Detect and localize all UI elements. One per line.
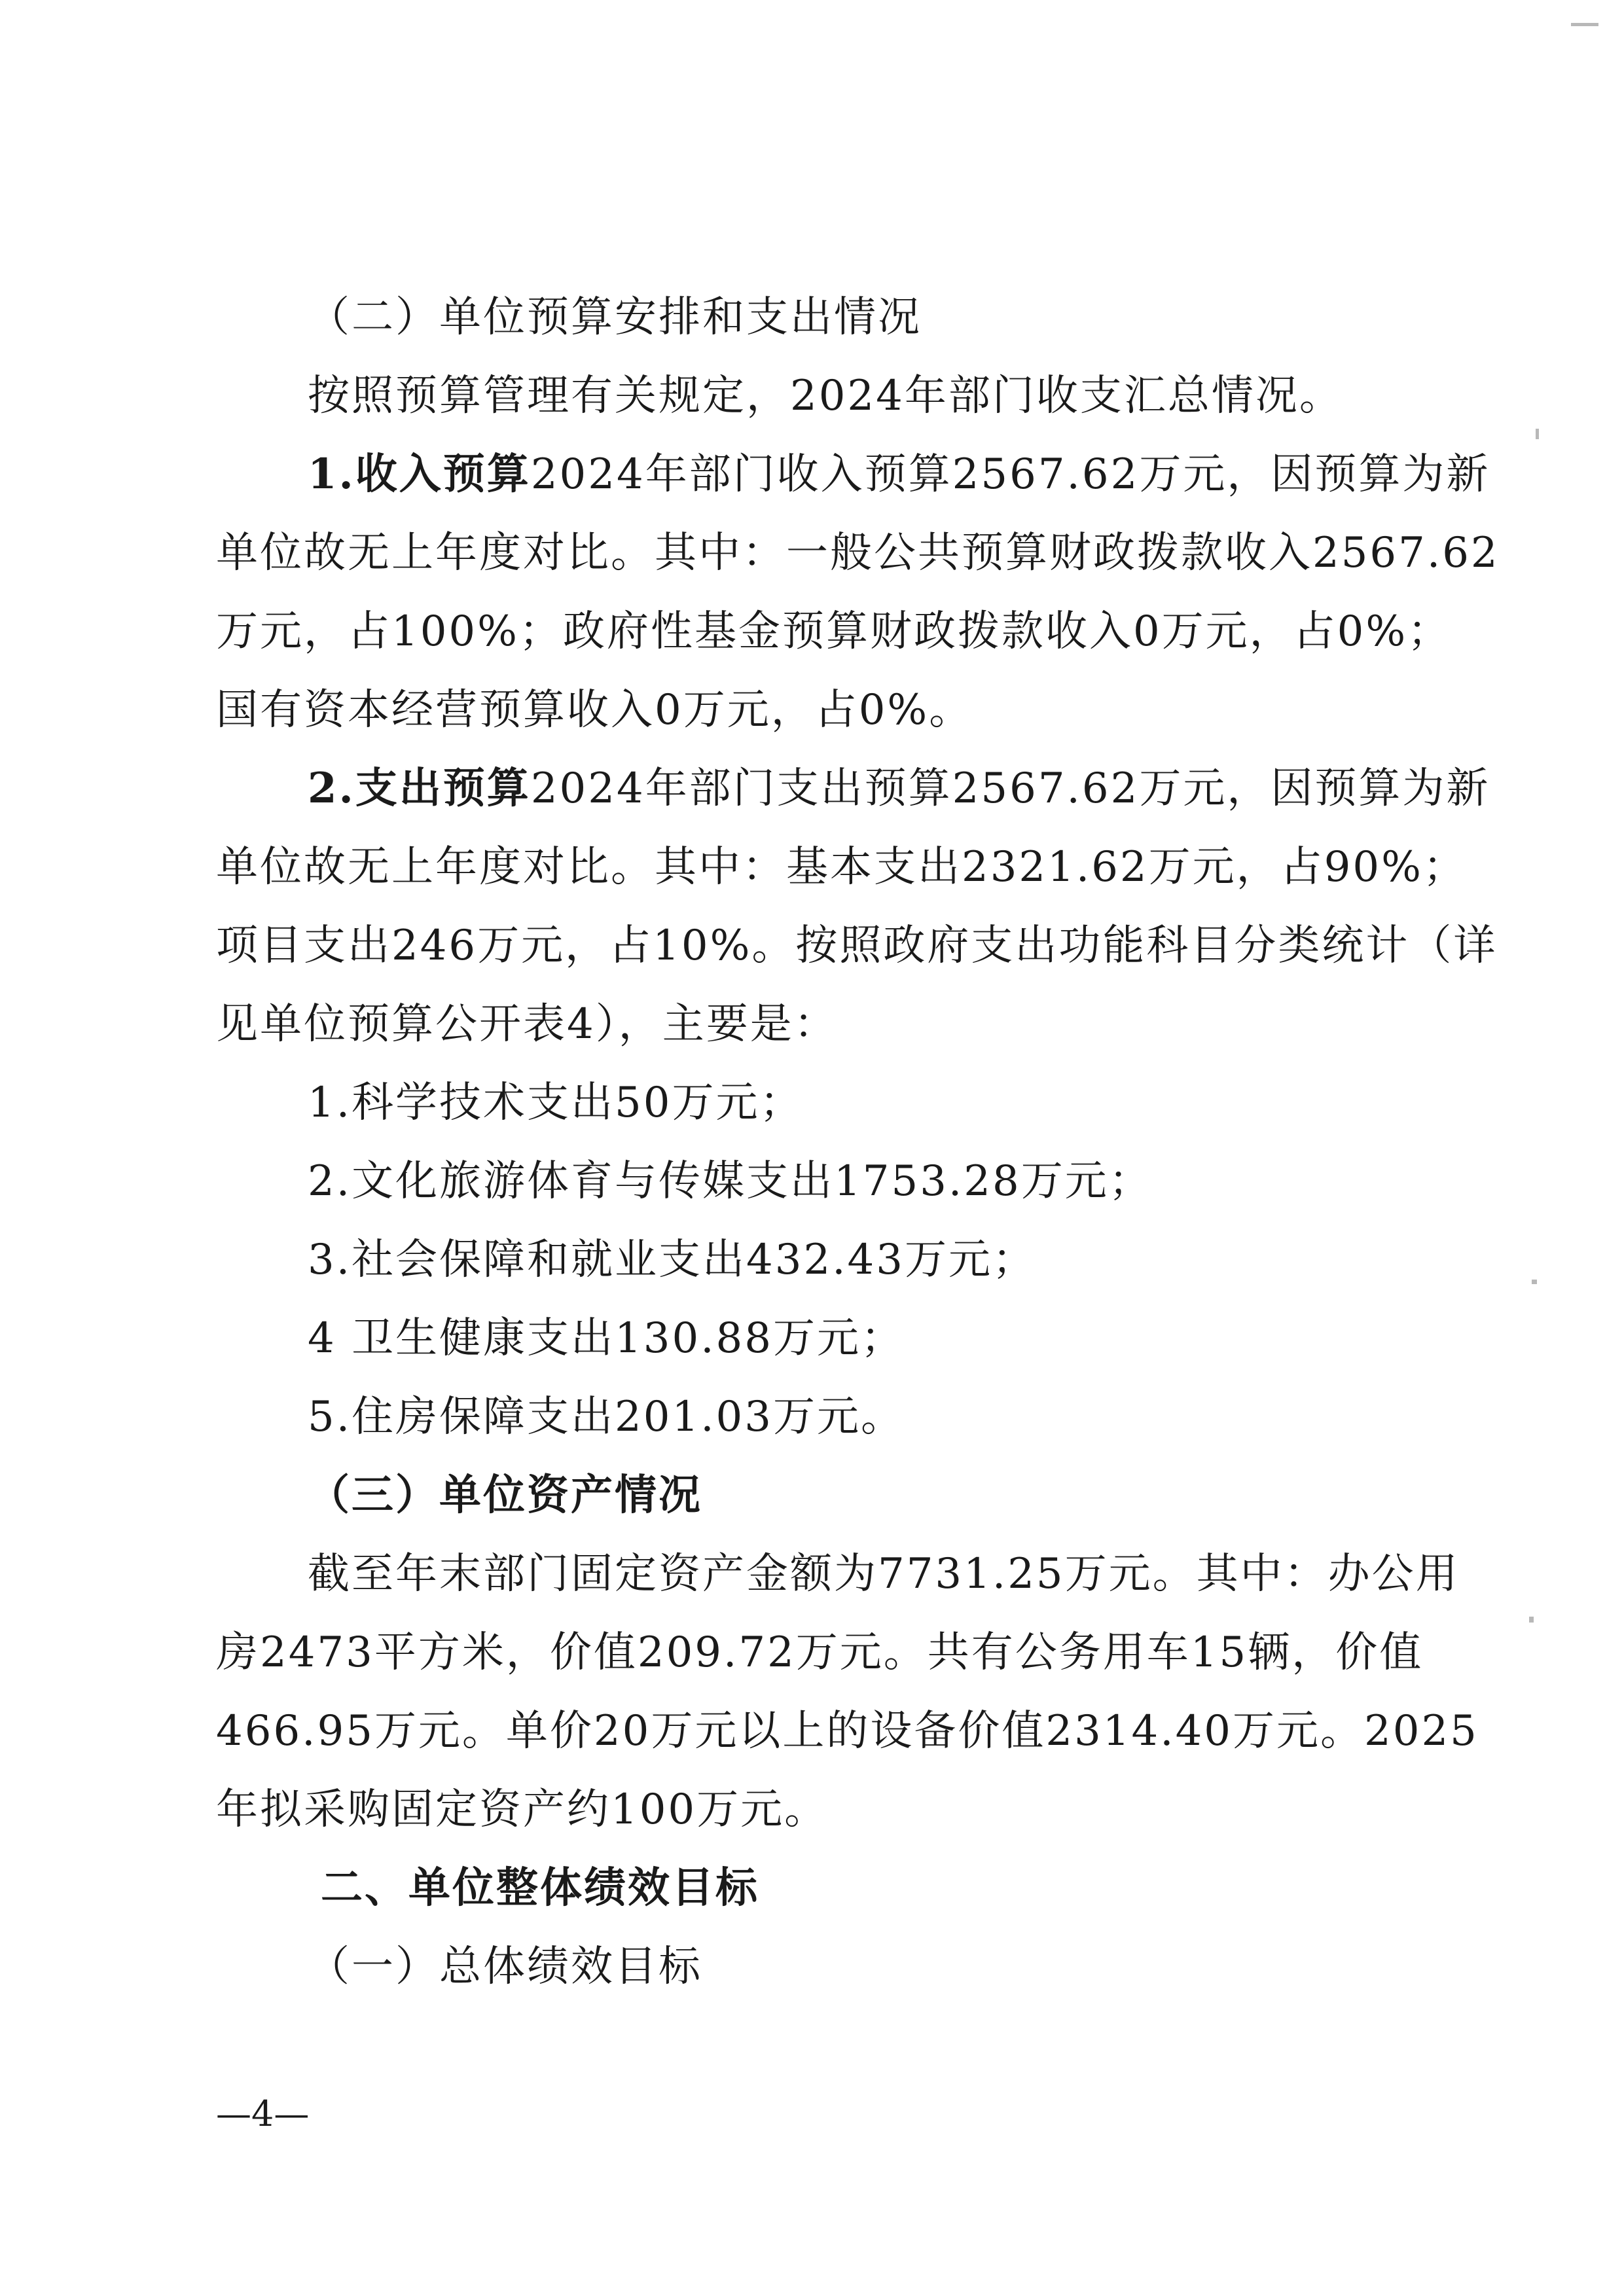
scan-mark [1532,1280,1537,1284]
assets-line-1: 截至年末部门固定资产金额为7731.25万元。其中：办公用 [308,1550,1460,1598]
budget-intro: 按照预算管理有关规定，2024年部门收支汇总情况。 [308,372,1343,420]
expense-item-science: 1.科学技术支出50万元； [308,1079,804,1127]
budget-section-heading: （二）单位预算安排和支出情况 [308,293,922,342]
assets-line-2: 房2473平方米，价值209.72万元。共有公务用车15辆，价值 [216,1628,1424,1677]
expense-label: 2.支出预算 [308,764,531,813]
income-line-3: 万元，占100%；政府性基金预算财政拨款收入0万元，占0%； [216,607,1452,656]
expense-line-1: 2.支出预算2024年部门支出预算2567.62万元，因预算为新 [308,764,1490,813]
assets-section-heading: （三）单位资产情况 [308,1471,702,1520]
expense-item-culture: 2.文化旅游体育与传媒支出1753.28万元； [308,1157,1153,1206]
income-line-2: 单位故无上年度对比。其中：一般公共预算财政拨款收入2567.62 [216,529,1500,577]
scan-mark [1571,23,1598,26]
expense-line-3: 项目支出246万元，占10%。按照政府支出功能科目分类统计（详 [216,922,1498,970]
assets-line-3: 466.95万元。单价20万元以上的设备价值2314.40万元。2025 [216,1707,1479,1755]
expense-item-housing: 5.住房保障支出201.03万元。 [308,1393,905,1441]
expense-line-4: 见单位预算公开表4），主要是： [216,1000,838,1049]
expense-item-health: 4 卫生健康支出130.88万元； [308,1314,905,1363]
scan-mark [1536,429,1539,439]
expense-line-2: 单位故无上年度对比。其中：基本支出2321.62万元，占90%； [216,843,1467,891]
income-label: 1.收入预算 [308,450,531,499]
overall-goal-heading: （一）总体绩效目标 [308,1943,702,1991]
page-number: —4— [216,2093,310,2134]
expense-item-social-security: 3.社会保障和就业支出432.43万元； [308,1236,1036,1284]
scan-mark [1529,1617,1534,1623]
performance-heading: 二、单位整体绩效目标 [321,1863,759,1912]
income-line-4: 国有资本经营预算收入0万元，占0%。 [216,686,973,734]
income-line-1: 1.收入预算2024年部门收入预算2567.62万元，因预算为新 [308,450,1490,499]
assets-line-4: 年拟采购固定资产约100万元。 [216,1785,829,1834]
